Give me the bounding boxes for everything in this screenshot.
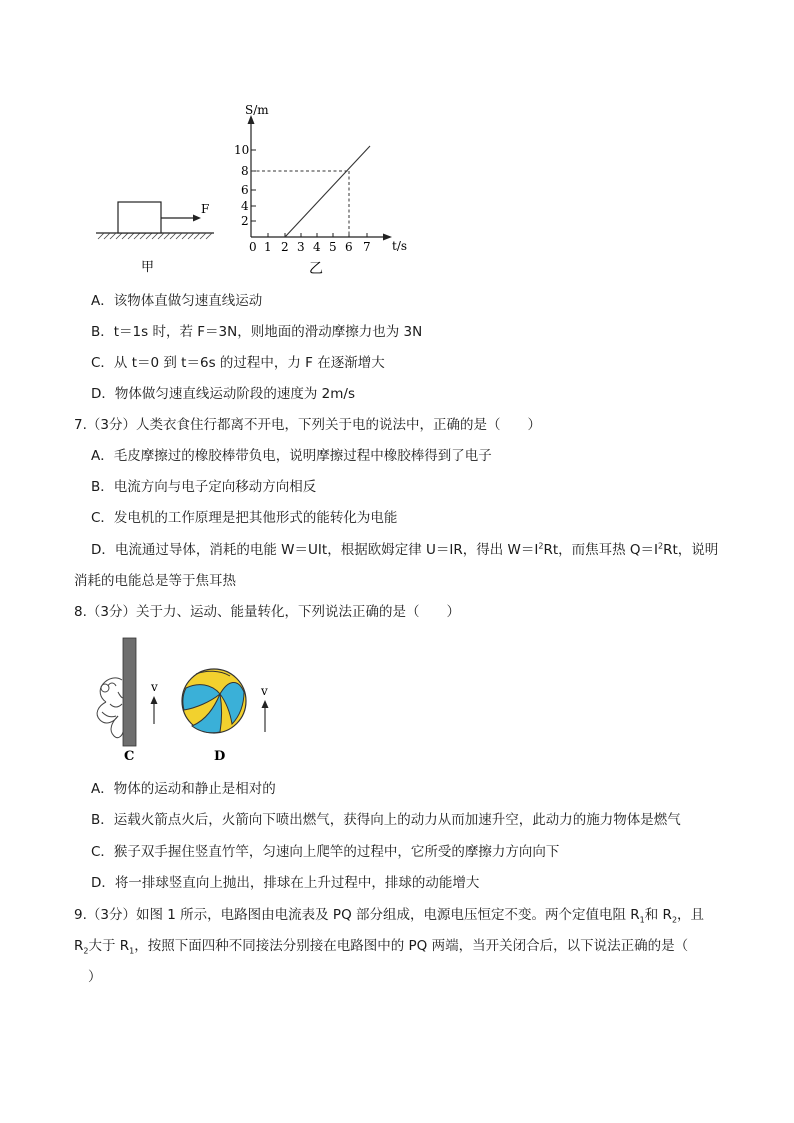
- q7-option-d-sup-2: 2: [658, 541, 664, 551]
- q9-sub-1: 1: [639, 915, 645, 925]
- y-tick-10: 10: [234, 143, 250, 157]
- q8-option-c: C．猴子双手握住竖直竹竿，匀速向上爬竿的过程中，它所受的摩擦力方向向下: [91, 844, 560, 860]
- q6-option-c: C．从 t＝0 到 t＝6s 的过程中，力 F 在逐渐增大: [91, 355, 385, 371]
- block: [118, 202, 161, 233]
- velocity-label-d: v: [261, 684, 268, 698]
- x-tick-5: 5: [329, 240, 337, 254]
- q9-text-6: ，按照下面四种不同接法分别接在电路图中的 PQ 两端，当开关闭合后，以下说法正确的是（: [134, 938, 689, 954]
- q7-option-d-text-1: D．电流通过导体，消耗的电能 W＝UIt，根据欧姆定律 U＝IR，得出 W＝I: [91, 542, 539, 558]
- monkey-sketch: [97, 678, 123, 738]
- q8-option-b: B．运载火箭点火后，火箭向下喷出燃气，获得向上的动力从而加速升空，此动力的施力物体是燃气: [91, 812, 681, 828]
- q6-option-a: A．该物体直做匀速直线运动: [91, 293, 263, 309]
- q7-option-d: [91, 541, 718, 559]
- q8-stem: 8.（3分）关于力、运动、能量转化，下列说法正确的是（ ）: [74, 604, 460, 620]
- q7-option-d-text-3: Rt，说明: [663, 542, 719, 558]
- st-line: [285, 146, 370, 237]
- figure-block-and-graph: [88, 100, 428, 280]
- y-tick-2: 2: [241, 214, 249, 228]
- q9-stem-line-2: [74, 937, 688, 955]
- figure-label-c: C: [124, 749, 135, 764]
- q9-sub-2: 2: [671, 915, 678, 925]
- y-tick-8: 8: [241, 164, 249, 178]
- x-tick-4: 4: [313, 240, 321, 254]
- bamboo-pole: [123, 638, 136, 746]
- q9-sub-3: 2: [83, 946, 89, 956]
- q7-stem: 7.（3分）人类衣食住行都离不开电，下列关于电的说法中，正确的是（ ）: [74, 417, 541, 433]
- caption-right: 乙: [309, 261, 323, 277]
- q8-option-a: A．物体的运动和静止是相对的: [91, 781, 276, 797]
- q7-option-a: A．毛皮摩擦过的橡胶棒带负电，说明摩擦过程中橡胶棒得到了电子: [91, 448, 492, 464]
- x-tick-0: 0: [249, 240, 257, 254]
- q9-stem-line-1: [74, 906, 704, 924]
- st-graph: [248, 115, 393, 241]
- q6-option-b: B．t＝1s 时，若 F＝3N，则地面的滑动摩擦力也为 3N: [91, 324, 423, 340]
- velocity-label-c: v: [151, 680, 158, 694]
- y-tick-4: 4: [241, 199, 249, 213]
- figure-label-d: D: [214, 749, 226, 764]
- y-axis-label: S/m: [245, 103, 269, 117]
- q8-option-d: D．将一排球竖直向上抛出，排球在上升过程中，排球的动能增大: [91, 875, 480, 891]
- q9-text-2: 和 R: [644, 907, 672, 923]
- q9-sub-4: 1: [129, 946, 135, 956]
- q9-text-5: 大于 R: [88, 938, 130, 954]
- q9-stem-line-3: ）: [88, 969, 102, 985]
- force-arrow: [161, 215, 201, 222]
- q9-text-3: ，且: [677, 907, 705, 923]
- q7-option-d-sup-1: 2: [538, 541, 544, 551]
- x-tick-7: 7: [363, 240, 371, 254]
- volleyball: [182, 669, 246, 733]
- x-tick-2: 2: [281, 240, 289, 254]
- force-label: F: [201, 202, 210, 216]
- x-tick-6: 6: [345, 240, 353, 254]
- q7-option-b: B．电流方向与电子定向移动方向相反: [91, 479, 317, 495]
- caption-left: 甲: [141, 260, 155, 275]
- q9-text-4: R: [74, 938, 84, 954]
- ground-surface: [96, 233, 214, 239]
- x-tick-3: 3: [297, 240, 305, 254]
- q7-option-d-text-2: Rt，而焦耳热 Q＝I: [543, 542, 659, 558]
- q6-option-d: D．物体做匀速直线运动阶段的速度为 2m/s: [91, 386, 356, 402]
- q9-text-1: 9.（3分）如图 1 所示，电路图由电流表及 PQ 部分组成，电源电压恒定不变。两个定值电阻 R: [74, 907, 640, 923]
- figure-monkey-and-ball: [88, 632, 288, 767]
- x-axis-label: t/s: [392, 239, 408, 253]
- y-tick-6: 6: [241, 183, 249, 197]
- velocity-arrow-d: [262, 700, 269, 732]
- q7-option-d-continuation: 消耗的电能总是等于焦耳热: [74, 573, 236, 589]
- q7-option-c: C．发电机的工作原理是把其他形式的能转化为电能: [91, 510, 398, 526]
- velocity-arrow-c: [151, 696, 158, 724]
- x-tick-1: 1: [264, 240, 272, 254]
